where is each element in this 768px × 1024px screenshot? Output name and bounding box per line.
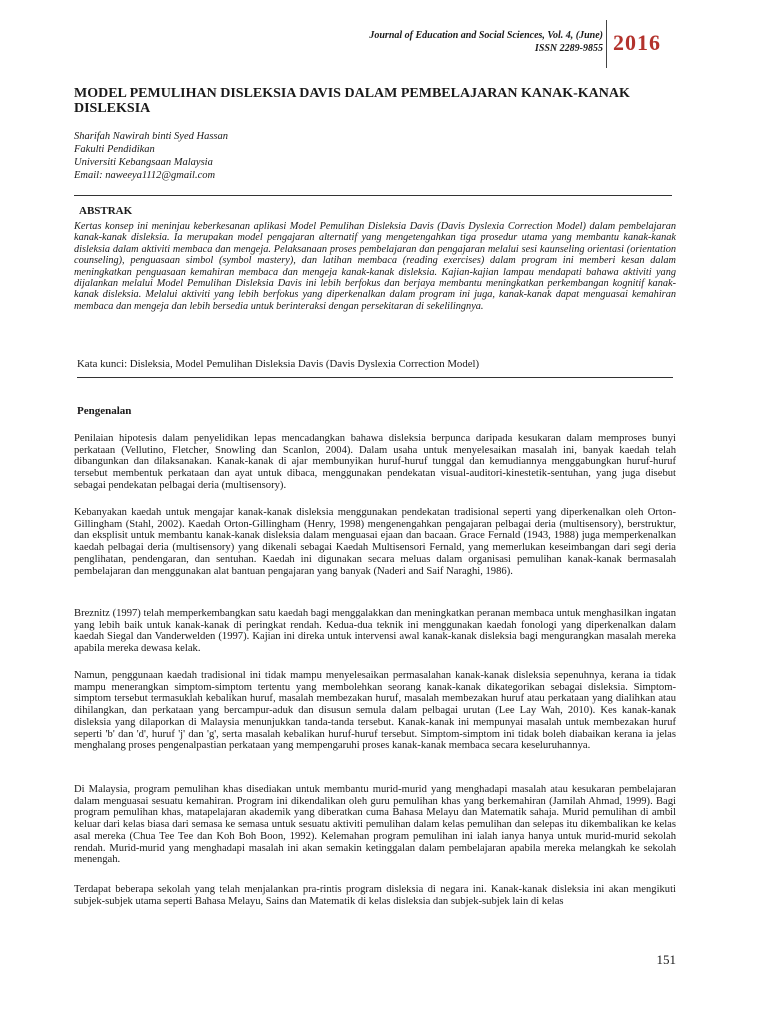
journal-header xyxy=(369,29,603,55)
paragraph-1: Penilaian hipotesis dalam penyelidikan lepas mencadangkan bahawa disleksia berpunca daripada kesukaran dalam memproses bunyi perkataan (Vellutino, Fletcher, Snowling dan Scanlon, 2004). Dalam usaha untuk menyelesaikan masalah ini, banyak kaedah telah dibangunkan dan dilaksanakan. Kanak-kanak di ajar membunyikan huruf-huruf tunggal dan kemudiannya menggabungkan huruf-huruf tersebut membentuk perkataan dan ayat untuk dibaca, menggunakan pendekatan visual-auditori-kinestetik-sentuhan, yang juga disebut sebagai pendekatan pelbagai deria (multisensory). xyxy=(74,433,676,491)
author-university: Universiti Kebangsaan Malaysia xyxy=(74,157,213,168)
journal-year: 2016 xyxy=(613,30,661,55)
paragraph-4: Namun, penggunaan kaedah tradisional ini tidak mampu menyelesaikan permasalahan kanak-kanak disleksia sepenuhnya, kerana ia tidak mampu menerangkan simptom-simptom tertentu yang membolehkan seorang kanak-kanak dikategorikan sebagai disleksia. Simptom-simptom tersebut termasuklah kebalikan huruf, masalah membezakan huruf, masalah membezakan huruf atau perkataan yang dialihkan atau dihilangkan, dan perkataan yang bercampur-aduk dan disusun semula dalam pelbagai urutan (Lee Lay Wah, 2010). Kes kanak-kanak disleksia yang dilaporkan di Malaysia menunjukkan tanda-tanda tersebut. Kanak-kanak ini mempunyai masalah untuk membezakan huruf seperti 'b' dan 'd', huruf 'j' dan 'g', serta masalah kebalikan huruf-huruf tersebut. Simptom-simptom ini tidak boleh diabaikan kerana ia jelas menghalang proses pengenalpastian perkataan yang mempengaruhi proses kanak-kanak membaca secara keseluruhannya. xyxy=(74,670,676,752)
paragraph-2: Kebanyakan kaedah untuk mengajar kanak-kanak disleksia menggunakan pendekatan tradisional seperti yang diperkenalkan oleh Orton-Gillingham (Stahl, 2002). Kaedah Orton-Gillingham (Henry, 1998) mengenengahkan pengajaran pelbagai deria (multisensory), berstruktur, dan eksplisit untuk membantu kanak-kanak disleksia dalam menguasai ejaan dan bacaan. Grace Fernald (1943, 1988) juga memperkenalkan kaedah pelbagai deria (multisensory) yang dikenali sebagai Kaedah Multisensori Fernald, yang memerlukan keseimbangan dari segi deria penglihatan, pendengaran, dan sentuhan. Kaedah ini digunakan secara meluas dalam organisasi pemulihan kanak-kanak bermasalah pembelajaran dan menggunakan alat bantuan pengajaran yang banyak (Naderi and Saif Naraghi, 1986). xyxy=(74,507,676,577)
header-divider xyxy=(606,20,607,68)
page-number: 151 xyxy=(656,952,676,967)
journal-issn: ISSN 2289-9855 xyxy=(534,43,603,54)
author-email: Email: naweeya1112@gmail.com xyxy=(74,170,216,181)
paragraph-6: Terdapat beberapa sekolah yang telah menjalankan pra-rintis program disleksia di negara ini. Kanak-kanak disleksia ini akan mengikuti subjek-subjek utama seperti Bahasa Melayu, Sains dan Matematik di kelas disleksia dan subjek-subjek lain di kelas xyxy=(74,884,676,907)
journal-citation: Journal of Education and Social Sciences, Vol. 4, (June) xyxy=(369,30,603,41)
paragraph-5: Di Malaysia, program pemulihan khas disediakan untuk membantu murid-murid yang menghadapi masalah atau kesukaran pembelajaran dalam menguasai sesuatu kemahiran. Program ini dikendalikan oleh guru pemulihan khas yang berkemahiran (Jamilah Ahmad, 1999). Bagi program pemulihan khas, matapelajaran akademik yang diberatkan cuma Bahasa Melayu dan Matematik sahaja. Murid pemulihan di ambil keluar dari kelas biasa dari semasa ke semasa untuk sesuatu aktiviti pemulihan dalam kelas pemulihan dan selepas itu dikembalikan ke kelas asal mereka (Chua Tee Tee dan Koh Boh Boon, 1992). Kelemahan program pemulihan ini ialah ianya hanya untuk murid-murid sekolah rendah. Murid-murid yang menghadapi masalah ini akan semakin ketinggalan dalam pembelajaran apabila mereka melangkah ke sekolah menengah. xyxy=(74,784,676,866)
divider-top xyxy=(74,195,672,196)
section-heading: Pengenalan xyxy=(77,405,132,417)
divider-bottom xyxy=(77,377,673,378)
paragraph-3: Breznitz (1997) telah memperkembangkan satu kaedah bagi menggalakkan dan meningkatkan peranan membaca untuk menghasilkan ingatan yang lebih baik untuk kanak-kanak di peringkat rendah. Kedua-dua teknik ini menggunakan kaedah fonologi yang diperkenalkan dalam kaedah Siegal dan Vanderwelden (1997). Kajian ini direka untuk intervensi awal kanak-kanak disleksia bagi mengurangkan masalah mereka apabila mereka dewasa kelak. xyxy=(74,608,676,655)
abstract-heading: ABSTRAK xyxy=(79,205,133,217)
keywords: Kata kunci: Disleksia, Model Pemulihan Disleksia Davis (Davis Dyslexia Correction Model) xyxy=(77,358,480,370)
author-name: Sharifah Nawirah binti Syed Hassan xyxy=(74,131,229,142)
abstract-text: Kertas konsep ini meninjau keberkesanan aplikasi Model Pemulihan Disleksia Davis (Davis Dyslexia Correction Model) dalam pembelajaran kanak-kanak disleksia. Ia merupakan model pengajaran alternatif yang mengetengahkan tiga prosedur utama yang membantu kanak-kanak disleksia dalam aktiviti membaca dan mengeja. Pelaksanaan proses pembelajaran dan pengajaran melalui sesi kaunseling orientasi (orientation counseling), penguasaan simbol (symbol mastery), dan latihan membaca (reading exercises) dalam program ini memberi kesan dalam meningkatkan penguasaan kemahiran membaca dan mengeja kanak-kanak disleksia. Kajian-kajian lampau mendapati bahawa aktiviti yang dijalankan melalui Model Pemulihan Disleksia Davis ini lebih berfokus dan berjaya membantu meningkatkan perkembangan kognitif kanak-kanak disleksia. Melalui aktiviti yang lebih berfokus yang diperkenalkan dalam program ini juga, kanak-kanak dapat menguasai kemahiran membaca dan mengeja dan lebih bersedia untuk berinteraksi dengan persekitaran di sekelilingnya. xyxy=(74,221,676,312)
author-block xyxy=(74,130,228,182)
article-title: MODEL PEMULIHAN DISLEKSIA DAVIS DALAM PEMBELAJARAN KANAK-KANAK DISLEKSIA xyxy=(74,86,630,116)
author-faculty: Fakulti Pendidikan xyxy=(74,144,155,155)
